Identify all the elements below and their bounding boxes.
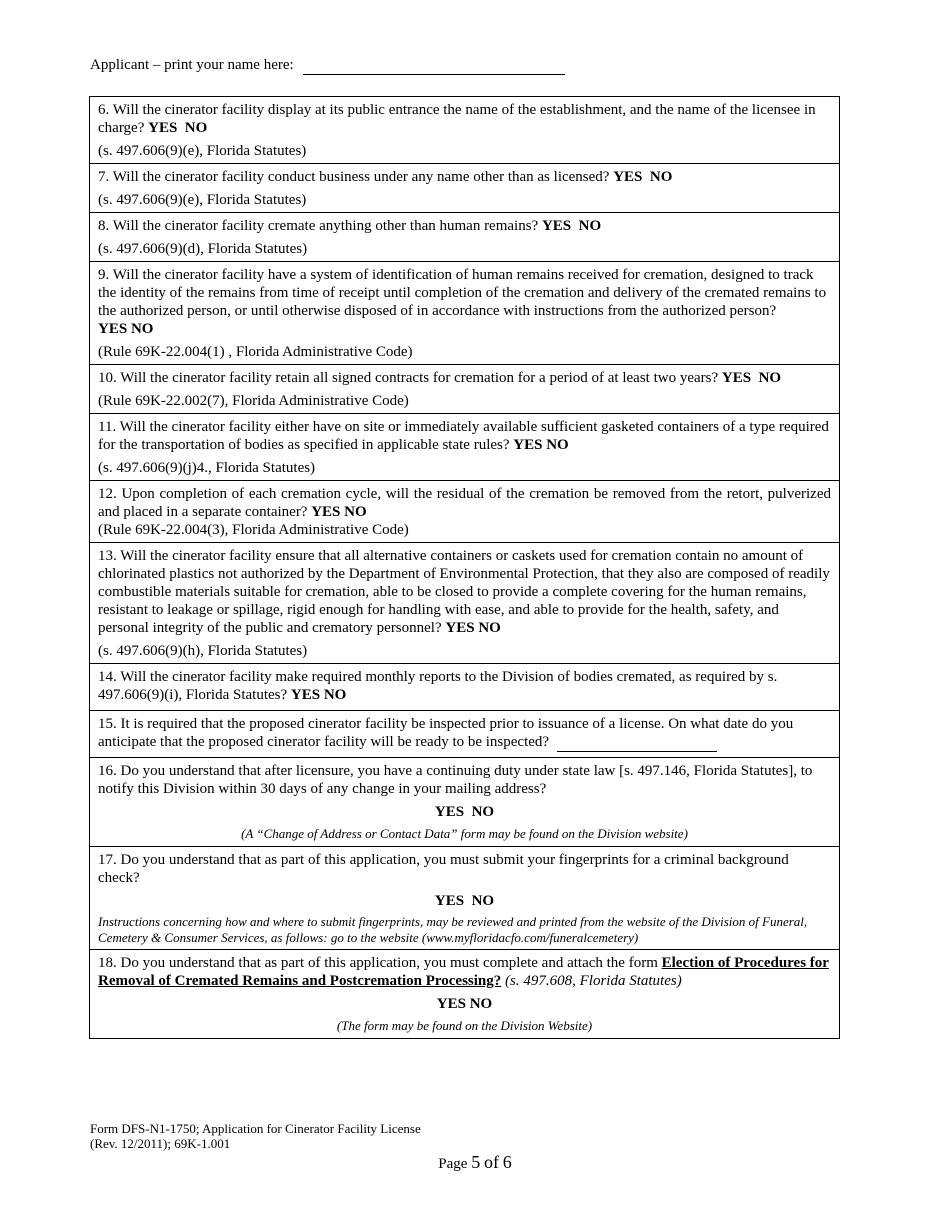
question-16-answer [98, 803, 831, 821]
question-9 [90, 262, 839, 365]
question-18 [90, 950, 839, 1039]
page-word: Page [438, 1156, 468, 1172]
election-form-name: Election of Procedures for Removal of Cremated Remains and Postcremation Processing? [98, 955, 829, 989]
yes-option[interactable]: YES [311, 504, 341, 520]
question-7-text: 7. Will the cinerator facility conduct business under any name other than as licensed? [98, 169, 610, 185]
question-18-note: (The form may be found on the Division Website) [336, 1018, 593, 1033]
question-17-text: 17. Do you understand that as part of this application, you must submit your fingerprints for a criminal background check? [98, 852, 789, 886]
question-10-text: 10. Will the cinerator facility retain all signed contracts for cremation for a period of at least two years? [98, 370, 719, 386]
yes-option[interactable]: YES [613, 169, 643, 185]
question-15 [90, 711, 839, 758]
question-6 [90, 97, 839, 164]
no-option[interactable]: NO [478, 620, 501, 636]
no-option[interactable]: NO [344, 504, 367, 520]
question-9-citation: (Rule 69K-22.004(1) , Florida Administrative Code) [98, 344, 413, 360]
no-option[interactable]: NO [469, 996, 493, 1012]
question-8-text: 8. Will the cinerator facility cremate anything other than human remains? [98, 218, 539, 234]
question-16-note: (A “Change of Address or Contact Data” form may be found on the Division website) [241, 826, 688, 841]
yes-option[interactable]: YES [513, 437, 543, 453]
form-id: Form DFS-N1-1750; Application for Cinerator Facility License [90, 1121, 421, 1136]
question-12-text: 12. Upon completion of each cremation cycle, will the residual of the cremation be removed from the retort, pulverized and placed in a separate container? [98, 486, 831, 520]
question-10-citation: (Rule 69K-22.002(7), Florida Administrative Code) [98, 393, 409, 409]
page-of: of [483, 1152, 499, 1172]
question-8 [90, 213, 839, 262]
question-8-citation: (s. 497.606(9)(d), Florida Statutes) [98, 241, 308, 257]
question-17-answer [98, 892, 831, 910]
no-option[interactable]: NO [184, 120, 208, 136]
no-option[interactable]: NO [130, 321, 154, 337]
question-15-text: 15. It is required that the proposed cinerator facility be inspected prior to issuance of a license. On what date do you anticipate that the proposed cinerator facility will be ready to be inspected? [98, 716, 794, 750]
question-14 [90, 664, 839, 711]
form-footer [90, 1121, 421, 1151]
page-number [0, 1153, 950, 1173]
question-17 [90, 847, 839, 950]
inspection-date-field[interactable] [557, 733, 717, 752]
yes-option[interactable]: YES [290, 687, 321, 703]
question-6-text: 6. Will the cinerator facility display at its public entrance the name of the establishment, and the name of the licensee in charge? [98, 102, 816, 136]
yes-option[interactable]: YES [445, 620, 475, 636]
applicant-name-line [90, 56, 565, 75]
question-13-citation: (s. 497.606(9)(h), Florida Statutes) [98, 643, 308, 659]
question-12-citation: (Rule 69K-22.004(3), Florida Administrative Code) [98, 522, 409, 538]
yes-option[interactable]: YES [148, 120, 178, 136]
question-18-text: 18. Do you understand that as part of this application, you must complete and attach the form [98, 955, 658, 971]
no-option[interactable]: NO [471, 804, 495, 820]
yes-option[interactable]: YES [721, 370, 752, 386]
no-option[interactable]: NO [471, 893, 495, 909]
yes-option[interactable]: YES [98, 321, 128, 337]
question-16-text: 16. Do you understand that after licensure, you have a continuing duty under state law [s. 497.146, Florida Statutes], to notify this Division within 30 days of any change in your mailing address? [98, 763, 813, 797]
yes-option[interactable]: YES [541, 218, 572, 234]
applicant-name-label: Applicant – print your name here: [90, 57, 294, 73]
question-10 [90, 365, 839, 414]
form-revision: (Rev. 12/2011); 69K-1.001 [90, 1136, 231, 1151]
question-9-text: 9. Will the cinerator facility have a system of identification of human remains received for cremation, designed to track the identity of the remains from time of receipt until completion of the cremation and delivery of the cremated remains to the authorized person, or until otherwise disposed of in accordance with instructions from the authorized person? [98, 267, 827, 319]
no-option[interactable]: NO [323, 687, 347, 703]
page-total: 6 [502, 1152, 512, 1172]
question-16 [90, 758, 839, 847]
no-option[interactable]: NO [578, 218, 602, 234]
no-option[interactable]: NO [546, 437, 569, 453]
yes-option[interactable]: YES [436, 996, 466, 1012]
question-18-answer [98, 995, 831, 1013]
question-7 [90, 164, 839, 213]
yes-option[interactable]: YES [434, 804, 465, 820]
page-current: 5 [471, 1152, 481, 1172]
question-11 [90, 414, 839, 481]
question-12 [90, 481, 839, 543]
question-18-citation: (s. 497.608, Florida Statutes) [505, 973, 682, 989]
questions-table [89, 96, 840, 1039]
question-13 [90, 543, 839, 664]
question-13-text: 13. Will the cinerator facility ensure that all alternative containers or caskets used for cremation contain no amount of chlorinated plastics not authorized by the Department of Environmental Protection, that they also are composed of readily combustible materials suitable for cremation, able to be closed to provide a complete covering for the human remains, resistant to leakage or spillage, rigid enough for handling with ease, and able to provide for the health, safety, and personal integrity of the public and crematory personnel? [98, 548, 830, 636]
no-option[interactable]: NO [758, 370, 782, 386]
question-17-note: Instructions concerning how and where to submit fingerprints, may be reviewed and printed from the website of the Division of Funeral, Cemetery & Consumer Services, as follows: go to the website (www.myfloridacfo.com/funeralcemetery) [98, 914, 808, 945]
question-6-citation: (s. 497.606(9)(e), Florida Statutes) [98, 143, 307, 159]
question-7-citation: (s. 497.606(9)(e), Florida Statutes) [98, 192, 307, 208]
question-11-citation: (s. 497.606(9)(j)4., Florida Statutes) [98, 460, 316, 476]
question-11-text: 11. Will the cinerator facility either have on site or immediately available sufficient gasketed containers of a type required for the transportation of bodies as specified in applicable state rules? [98, 419, 829, 453]
question-14-text: 14. Will the cinerator facility make required monthly reports to the Division of bodies cremated, as required by s. 497.606(9)(i), Florida Statutes? [98, 669, 778, 703]
no-option[interactable]: NO [649, 169, 673, 185]
yes-option[interactable]: YES [434, 893, 465, 909]
applicant-name-field[interactable] [303, 56, 565, 75]
